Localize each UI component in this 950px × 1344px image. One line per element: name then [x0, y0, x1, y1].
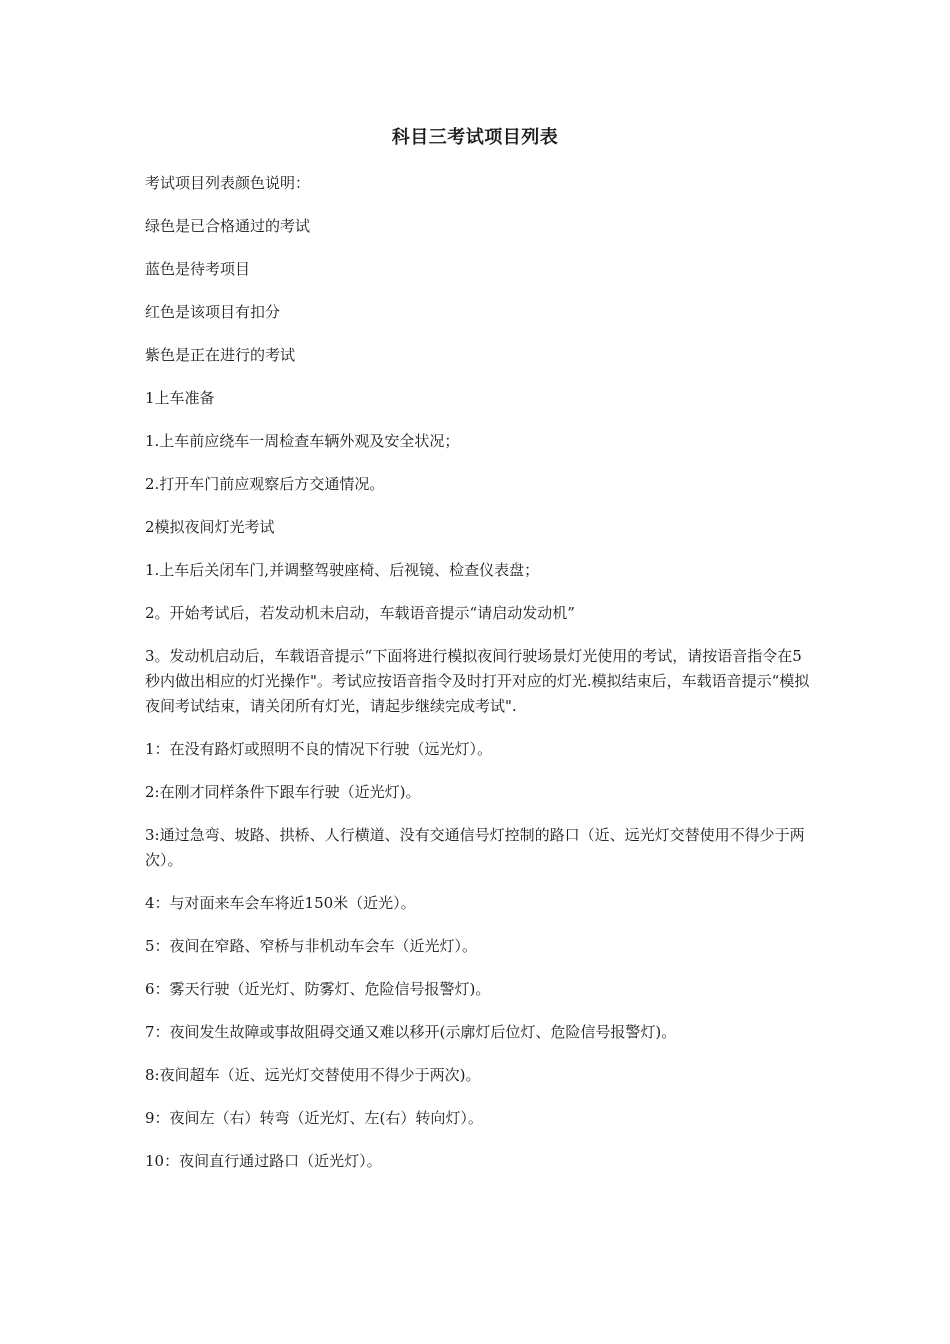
paragraph-purple-legend: 紫色是正在进行的考试 — [145, 346, 296, 364]
list-item-light-7: 7：夜间发生故障或事故阻碍交通又难以移开(示廓灯后位灯、危险信号报警灯)。 — [145, 1023, 677, 1041]
list-item-light-6: 6：雾天行驶（近光灯、防雾灯、危险信号报警灯)。 — [145, 980, 491, 998]
list-item-light-8: 8:夜间超车（近、远光灯交替使用不得少于两次)。 — [145, 1066, 481, 1084]
paragraph-boarding-step-2: 2.打开车门前应观察后方交通情况。 — [145, 475, 385, 493]
list-item-light-3: 3:通过急弯、坡路、拱桥、人行横道、没有交通信号灯控制的路口（近、远光灯交替使用不得少于两次）。 — [145, 826, 805, 869]
paragraph-blue-legend: 蓝色是待考项目 — [145, 260, 251, 278]
list-item-light-9: 9：夜间左（右）转弯（近光灯、左(右）转向灯）。 — [145, 1109, 483, 1127]
list-item-light-10: 10：夜间直行通过路口（近光灯）。 — [145, 1152, 382, 1170]
page-title: 科目三考试项目列表 — [391, 127, 559, 148]
list-item-light-5: 5：夜间在窄路、窄桥与非机动车会车（近光灯）。 — [145, 937, 478, 955]
list-item-light-2: 2:在刚才同样条件下跟车行驶（近光灯)。 — [145, 783, 421, 801]
paragraph-night-step-2: 2。开始考试后，若发动机未启动，车载语音提示“请启动发动机” — [145, 604, 575, 622]
list-item-light-1: 1：在没有路灯或照明不良的情况下行驶（远光灯）。 — [145, 740, 493, 758]
section-heading-night-light: 2模拟夜间灯光考试 — [145, 518, 275, 536]
section-heading-boarding: 1上车准备 — [145, 389, 215, 407]
paragraph-boarding-step-1: 1.上车前应绕车一周检查车辆外观及安全状况； — [145, 432, 460, 450]
paragraph-red-legend: 红色是该项目有扣分 — [145, 303, 281, 321]
document-body — [145, 171, 810, 1192]
paragraph-green-legend: 绿色是已合格通过的考试 — [145, 217, 311, 235]
paragraph-night-step-3: 3。发动机启动后，车载语音提示“下面将进行模拟夜间行驶场景灯光使用的考试，请按语音指令在5秒内做出相应的灯光操作"。考试应按语音指令及时打开对应的灯光.模拟结束后，车载语音提示“模拟夜间考试结束，请关闭所有灯光，请起步继续完成考试". — [145, 647, 810, 715]
paragraph-color-legend-heading: 考试项目列表颜色说明： — [145, 174, 311, 192]
paragraph-night-step-1: 1.上车后关闭车门,并调整驾驶座椅、后视镜、检查仪表盘； — [145, 561, 540, 579]
list-item-light-4: 4：与对面来车会车将近150米（近光）。 — [145, 894, 416, 912]
